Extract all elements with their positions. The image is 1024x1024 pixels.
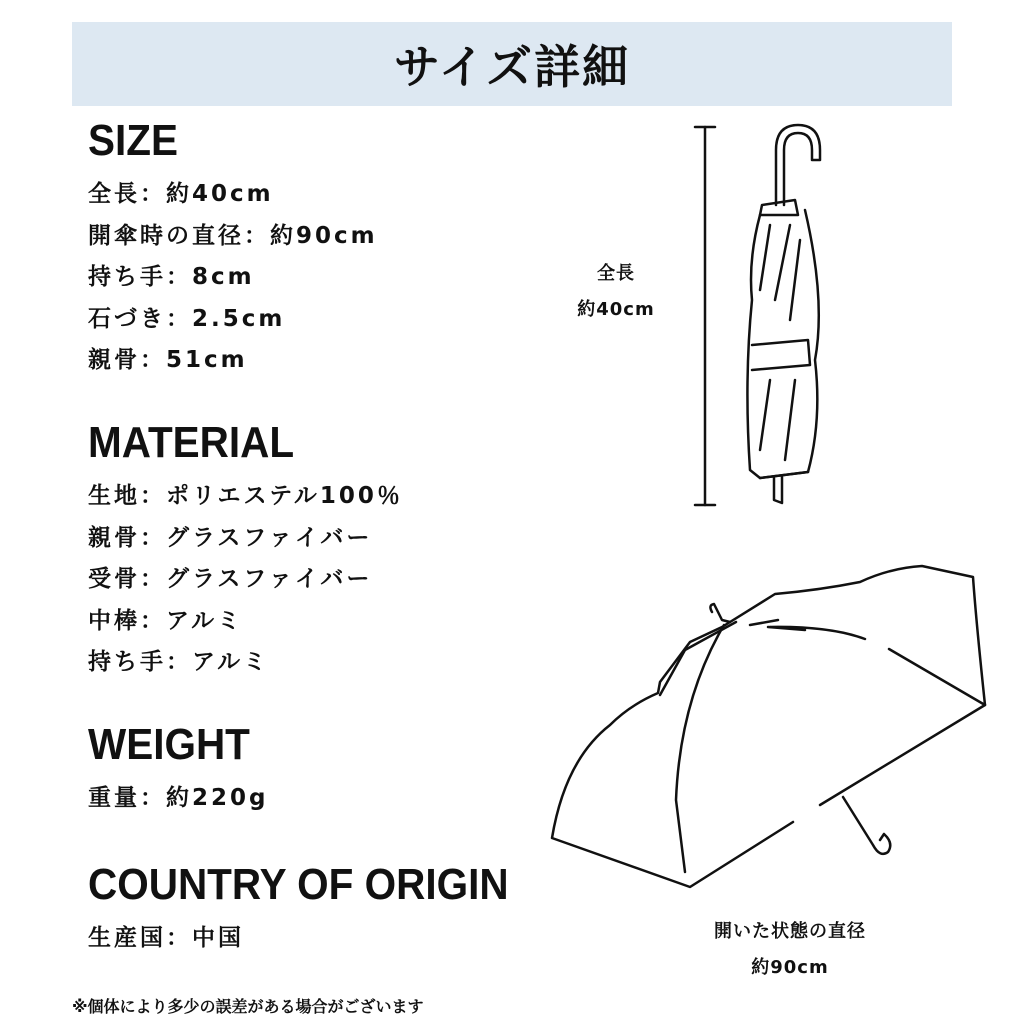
- origin-heading: COUNTRY OF ORIGIN: [88, 860, 509, 909]
- spec-row: 親骨：51cm: [88, 347, 248, 373]
- spec-row: 全長：約40cm: [88, 181, 274, 207]
- folded-label-line1: 全長: [597, 263, 635, 284]
- page-title: サイズ詳細: [393, 40, 631, 94]
- size-heading: SIZE: [88, 116, 178, 165]
- folded-label-line2: 約40cm: [577, 299, 655, 320]
- spec-row: 生地：ポリエステル100％: [88, 483, 403, 509]
- material-heading: MATERIAL: [88, 418, 295, 467]
- length-dimension-line: [695, 127, 715, 505]
- folded-umbrella-icon: [747, 125, 820, 503]
- disclaimer-note: ※個体により多少の誤差がある場合がございます: [72, 997, 424, 1016]
- spec-row: 石づき：2.5cm: [88, 305, 286, 332]
- spec-row: 重量：約220g: [88, 785, 269, 811]
- spec-row: 生産国：中国: [88, 925, 244, 951]
- spec-row: 親骨：グラスファイバー: [88, 524, 373, 551]
- open-label-line2: 約90cm: [751, 957, 829, 978]
- open-umbrella-icon: [552, 566, 985, 887]
- spec-row: 開傘時の直径：約90cm: [88, 222, 378, 249]
- spec-row: 中棒：アルミ: [88, 607, 244, 634]
- spec-row: 持ち手：8cm: [88, 264, 255, 290]
- open-label-line1: 開いた状態の直径: [714, 921, 866, 942]
- spec-row: 持ち手：アルミ: [88, 649, 270, 675]
- spec-row: 受骨：グラスファイバー: [88, 566, 373, 592]
- weight-heading: WEIGHT: [88, 720, 250, 769]
